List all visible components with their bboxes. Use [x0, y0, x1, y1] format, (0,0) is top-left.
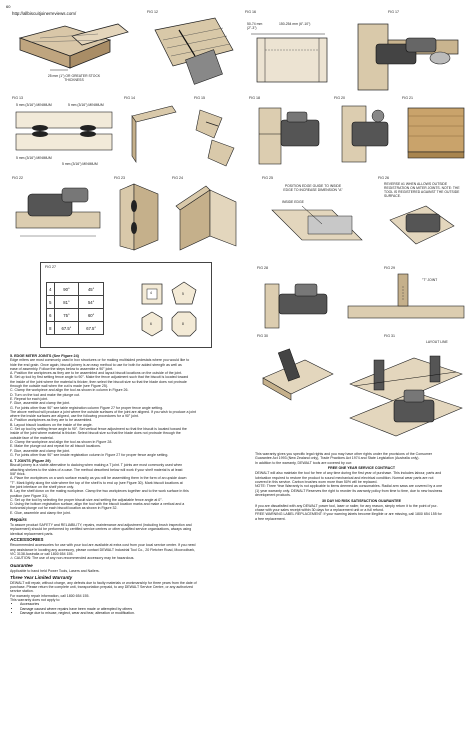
figure-18-drawing — [247, 96, 327, 168]
text-line: any assistance in locating any accessory, please contact DEWALT Industrial Tool Co., 20 Fletcher Road, Mooroolbark, — [10, 547, 196, 552]
sides-cell: 4 — [47, 283, 55, 296]
figure-17 — [348, 10, 468, 92]
figure-26-caption: REVERSE #1 WHEN ALLOWS OUTSIDE REGISTRATION ON MITER JOINTS. NOTE: THE TOOL IS REGISTERED AGAINST THE OUTSIDE SURFACE. — [384, 182, 460, 198]
table-row — [47, 283, 104, 296]
fence-angle-cell: 45° — [79, 283, 104, 296]
satisfaction-body — [255, 504, 468, 521]
source-url: http://allbiscuitjoinerreviews.com/ — [12, 11, 77, 16]
guarantee-body — [10, 569, 240, 573]
figure-25 — [262, 176, 370, 256]
text-line: NOTE: Three Year Warranty is not applicable to items deemed as consumables. Radial arm saws are covered by a one — [255, 484, 443, 489]
blade-angle-cell: 75° — [54, 309, 79, 322]
text-line: FREE WARNING LABEL REPLACEMENT: If your warning labels become illegible or are missing, call 1800 654 155 for — [255, 512, 442, 517]
text-line: For warranty repair information, call 1800 654 155. — [10, 593, 90, 598]
text-line: (1) year warranty only. DEWALT Reserves the right to reorder its warranty policy from time to time, due to new business — [255, 488, 443, 493]
figure-24-label: FIG 24 — [172, 176, 183, 180]
figure-32-drawing — [340, 378, 468, 448]
text-line: development products. — [255, 492, 291, 497]
text-line: E. Repeat for each joint. — [10, 396, 49, 401]
edge-miter-title: 5. EDGE MITER JOINTS (See Figure 24) — [10, 353, 79, 358]
figure-21-label: FIG 21 — [402, 96, 413, 100]
satisfaction-title: 30 DAY NO RISK SATISFACTION GUARANTEE — [321, 498, 401, 503]
blade-angle-cell: 81° — [54, 296, 79, 309]
figure-12 — [145, 10, 237, 90]
text-line: C. Clamp the workpiece and align the tool as shown in column in Figure 26. — [10, 388, 129, 393]
text-line: VIC 3138 Australia or call 1800 654 155. — [10, 551, 74, 556]
t-joint-body — [10, 463, 240, 515]
figure-29-caption: "T" JOINT — [422, 278, 438, 282]
figure-15-label: FIG 15 — [194, 96, 205, 100]
free-service-title: FREE ONE YEAR SERVICE CONTRACT — [327, 466, 396, 471]
figure-16-label: FIG 16 — [245, 10, 256, 14]
text-line: This warranty does not apply to: — [10, 598, 61, 603]
text-line: position (see Figure 31). — [10, 493, 49, 498]
text-line: the inside of the joint where the material is thicker, then select the biscuit size so that the blade does not protrude — [10, 379, 187, 384]
text-line: chase with your sales receipt within 30 days for a replacement unit or a full refund. — [255, 507, 384, 512]
text-line: attaching shelves to the sides of a case. The method described below will work if your shelf material is at least — [10, 467, 183, 472]
table-row — [47, 322, 104, 335]
list-item: • Accessories — [20, 602, 240, 606]
text-line: F. Glue, assemble and clamp the joint. — [10, 448, 71, 453]
text-line: DEWALT will also maintain the tool for free of any time during the first year of purchase. This includes labour, parts and — [255, 471, 442, 476]
text-line: Recommended accessories for use with your tool are available at extra cost from your local service center. If you need — [10, 543, 196, 548]
repairs-body — [10, 523, 240, 536]
figure-14-label: FIG 14 — [124, 96, 135, 100]
sides-cell: 8 — [47, 322, 55, 335]
shape-label-5: 5 — [182, 292, 184, 296]
t-joint-title: 6. T JOINTS (Figure 29) — [10, 458, 51, 463]
text-line: D. Using the bottom registration surface, align the tool with the biscuit location marks and make a vertical and a — [10, 502, 185, 507]
table-row — [47, 309, 104, 322]
figure-23-label: FIG 23 — [114, 176, 125, 180]
edge-miter-body-inside — [10, 410, 240, 457]
text-line: service station. — [10, 589, 34, 594]
text-line: the joint interface on the shelf piece only. — [10, 484, 75, 489]
figure-29-label: FIG 29 — [384, 266, 395, 270]
page-number: 60 — [6, 4, 11, 9]
caution-text: CAUTION: The use of any non-recommended accessory may be hazardous. — [14, 556, 135, 561]
figure-23 — [112, 176, 164, 254]
figure-16 — [243, 10, 343, 88]
text-line: F. Glue, assemble and clamp the joint. — [10, 401, 71, 406]
text-line: inside of the joint where material is thicker. Select biscuit size so that the blade does not protrude through the — [10, 431, 181, 436]
text-line: Applicable to hand held Power Tools, Lasers and Nailers. — [10, 568, 100, 573]
text-line: 5/8" thick. — [10, 472, 26, 477]
text-line: B. Set up tool by first setting fence angle to 90°. Make the fence adjustment such that the biscuit is located toward — [10, 375, 189, 380]
text-line: through the outside wall when the cut is made (see Figure 25). — [10, 384, 108, 389]
left-text-column — [10, 352, 240, 728]
warranty-rights-intro — [255, 452, 468, 465]
text-line: To assure product SAFETY and RELIABILITY, repairs, maintenance and adjustment (including brush inspection and — [10, 522, 192, 527]
figure-16-caption-b: 150-254 mm (6"-10") — [279, 22, 311, 26]
figure-29-drawing — [344, 266, 468, 330]
figure-13-caption-b: 5 mm (3/16") MINIMUM — [68, 103, 104, 107]
figure-28 — [255, 266, 339, 330]
figure-31-caption: LAYOUT LINE — [426, 340, 448, 344]
figure-13-caption-d: 5 mm (3/16") MINIMUM — [62, 162, 98, 166]
text-line: Guarantee Act 1993 (New Zealand only), Trade Practices Act 1974 and State Legislation (Australia only). — [255, 456, 420, 461]
fence-angle-cell: 54° — [79, 296, 104, 309]
text-line: purchase. Please return the complete unit, transportation prepaid, to any DEWALT Service Centre, or any authorized — [10, 585, 193, 590]
figure-15 — [192, 96, 240, 168]
figure-31-label: FIG 31 — [384, 334, 395, 338]
guarantee-title: Guarantee — [10, 562, 33, 568]
figure-15-drawing — [192, 96, 240, 168]
text-line: A. Position the workpieces as they are to be assembled and layout biscuit locations on the outside of the joint. — [10, 371, 183, 376]
figure-17-drawing — [348, 10, 468, 92]
shape-label-8: 8 — [182, 322, 184, 326]
shape-label-6: 6 — [150, 322, 152, 326]
polygon-shapes-drawing — [138, 280, 204, 340]
warranty-title: Three Year Limited Warranty — [10, 574, 73, 580]
right-text-column — [255, 452, 468, 592]
blade-angle-cell: 90° — [54, 283, 79, 296]
figure-16-caption-a: 50-74 mm (2"-3") — [247, 22, 263, 30]
text-line: C. Set up tool by setting fence angle to 90°. Set vertical fence adjustment so that the biscuit is located toward the — [10, 427, 187, 432]
figure-14-drawing — [122, 96, 186, 168]
text-line: Biscuit joinery is a viable alternative to dadoing when making a T joint. T joints are most commonly used when — [10, 463, 183, 468]
figure-12-label: FIG 12 — [147, 10, 158, 14]
text-line: lubrication required to restore the product to sound mechanical and electrical condition. Normal wear parts are not — [255, 475, 434, 480]
repairs-title: Repairs — [10, 516, 27, 522]
figure-28-label: FIG 28 — [257, 266, 268, 270]
figure-20-drawing — [332, 96, 394, 168]
figure-20-label: FIG 20 — [334, 96, 345, 100]
figure-18-label: FIG 18 — [249, 96, 260, 100]
accessories-title: ACCESSORIES — [10, 537, 44, 543]
figure-26-label: FIG 26 — [378, 176, 389, 180]
text-line: DEWALT will repair, without charge, any defects due to faulty materials or workmanship for three years from the date of — [10, 580, 197, 585]
figure-21-drawing — [400, 96, 468, 168]
edge-miter-body — [10, 358, 240, 410]
figure-27-label: FIG 27 — [45, 265, 56, 269]
text-line: Edge miters are most commonly used in box structures or for making multisided pedestals where you would like to — [10, 358, 190, 363]
figure-13-caption-a: 5 mm (3/16") MINIMUM — [16, 103, 52, 107]
accessories-body — [10, 543, 240, 556]
figure-12-drawing — [145, 10, 237, 90]
text-line: G. For joints other than 90° see table registration column Figure 27 for proper fence angle setting. — [10, 405, 164, 410]
table-row — [47, 296, 104, 309]
caution-note — [10, 556, 240, 560]
figure-24-drawing — [170, 176, 242, 254]
figure-13 — [10, 96, 118, 168]
figure-30-drawing — [255, 334, 339, 412]
figure-18 — [247, 96, 327, 168]
figure-20 — [332, 96, 394, 168]
miter-angle-table — [46, 282, 104, 335]
text-line: replacement) should be performed by certified service centres or other qualified service organizations, always using — [10, 527, 192, 532]
shape-label-4: 4 — [150, 291, 152, 295]
warranty-exclusions-list — [10, 602, 240, 615]
figure-24 — [170, 176, 242, 254]
text-line: A. Place the workpieces on a work surface exactly as you will be assembling them in the form of an upside down — [10, 476, 187, 481]
figure-22-drawing — [10, 176, 106, 254]
list-item: • Damage caused where repairs have been made or attempted by others — [20, 607, 240, 611]
text-line: B. Lay the shelf down on the mating workpiece. Clamp the two workpieces together and to the work surface in this — [10, 489, 189, 494]
figure-29 — [344, 266, 468, 330]
figure-21 — [400, 96, 468, 168]
fence-angle-cell: 67.5° — [79, 322, 104, 335]
text-line: identical replacement parts. — [10, 531, 54, 536]
figure-22-label: FIG 22 — [12, 176, 23, 180]
blade-angle-cell: 67.5° — [54, 322, 79, 335]
text-line: covered in this service. Carbon brushes worn more than 50% will be replaced. — [255, 479, 378, 484]
fence-angle-cell: 60° — [79, 309, 104, 322]
text-line: B. Layout biscuit locations on the inside of the angle. — [10, 422, 93, 427]
text-line: D. Clamp the workpiece and align the tool as shown in Figure 28. — [10, 439, 113, 444]
figure-32-drawing-wrap — [340, 378, 468, 448]
free-service-body — [255, 471, 468, 497]
figure-22 — [10, 176, 106, 254]
text-line: D. Turn on the tool and make the plunge cut. — [10, 392, 80, 397]
figure-13-caption-c: 5 mm (3/16") MINIMUM — [16, 156, 52, 160]
figure-17-label: FIG 17 — [388, 10, 399, 14]
text-line: A. Position workpieces as they are to be assembled. — [10, 418, 93, 423]
list-item: • Damage due to misuse, neglect, wear and tear, alteration or modification. — [20, 611, 240, 615]
text-line: outside face of the material. — [10, 435, 54, 440]
text-line: This warranty gives you specific legal rights and you may have other rights under the provisions of the Consumer — [255, 452, 433, 456]
figure-25-caption-inside: INSIDE EDGE — [282, 200, 304, 204]
miter-shapes — [138, 280, 204, 340]
text-line: horizontal plunge cut for each biscuit location as shown in Figure 32. — [10, 506, 118, 511]
text-line: E. Glue, assemble and clamp the joint. — [10, 510, 71, 515]
figure-25-label: FIG 25 — [262, 176, 273, 180]
sides-cell: 6 — [47, 309, 55, 322]
text-line: where the inside surfaces are aligned, use the following procedures for a 90° joint. — [10, 414, 139, 419]
figure-30-label: FIG 30 — [257, 334, 268, 338]
text-line: hide the end grain. Once again, biscuit joinery is an easy method to use for both for added strength as well as — [10, 362, 182, 367]
figure-28-drawing — [255, 266, 339, 330]
text-line: In addition to the warranty, DEWALT tools are covered by our: — [255, 460, 352, 465]
figure-14 — [122, 96, 186, 168]
text-line: "T". Mark lightly along the side where the top of the shelf is to end up (see Figure 30). Mark biscuit locations at — [10, 480, 183, 485]
text-line: C. Set up the tool by selecting the proper biscuit size and setting the adjustable fence angle at 0°. — [10, 497, 163, 502]
figure-26 — [376, 176, 468, 256]
text-line: a free replacement. — [255, 516, 286, 521]
text-line: If you are dissatisfied with any DEWALT power tool, laser or nailer, for any reason, simply return it to the point of pur- — [255, 503, 438, 508]
sides-cell: 5 — [47, 296, 55, 309]
figure-23-drawing — [112, 176, 164, 254]
text-line: The above method will produce a joint where the outside surfaces of the joint are aligned. If you wish to produce a joint — [10, 409, 196, 414]
warranty-body — [10, 581, 240, 602]
caution-icon: ⚠ — [10, 556, 14, 561]
text-line: G. For joints other than 90° see inside registration column in Figure 27 for proper fence angle setting. — [10, 452, 169, 457]
figure-11 — [10, 18, 132, 86]
text-line: E. Make the plunge cut and repeat for all biscuit locations. — [10, 444, 101, 449]
figure-13-label: FIG 13 — [12, 96, 23, 100]
figure-30 — [255, 334, 339, 412]
figure-11-caption: 25 mm (1") OR GREATER STOCK THICKNESS — [47, 74, 101, 82]
figure-25-caption: POSITION EDGE GUIDE TO INSIDE EDGE TO INCREASE DIMENSION "A" — [283, 184, 343, 192]
text-line: ease of assembly. Follow the steps below to assemble a 90° joint. — [10, 366, 114, 371]
